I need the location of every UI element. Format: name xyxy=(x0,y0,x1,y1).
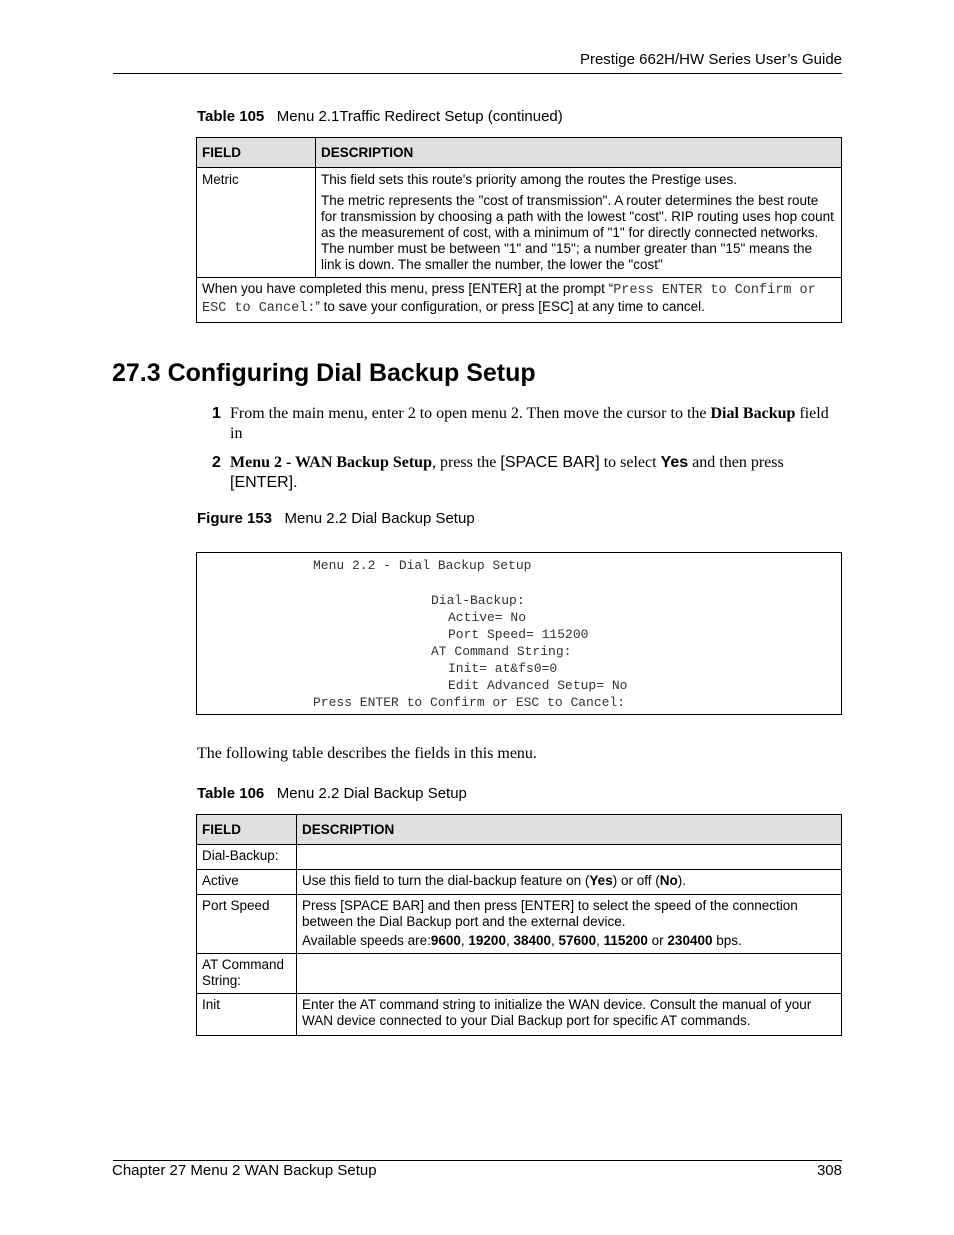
footer-note-prompt: Press ENTER to Confirm or ESC to Cancel: xyxy=(202,283,816,316)
description-cell xyxy=(297,870,842,895)
step-1-text-pre: From the main menu, enter 2 to open menu 2. Then move the cursor to the xyxy=(230,405,711,422)
speed-option: 230400 xyxy=(667,933,713,948)
field-cell: AT Command String: xyxy=(197,954,297,994)
table-row xyxy=(197,870,842,895)
field-cell: Port Speed xyxy=(197,895,297,954)
footer-rule xyxy=(113,1160,842,1161)
col-header-description: DESCRIPTION xyxy=(316,138,842,168)
step-2-text: to select xyxy=(599,454,661,471)
col-header-description: DESCRIPTION xyxy=(297,815,842,845)
table-106 xyxy=(196,814,842,1036)
step-number: 1 xyxy=(212,405,221,422)
speed-option: 19200 xyxy=(468,933,506,948)
table-106-label: Table 106 xyxy=(197,785,265,802)
metric-desc-1: This field sets this route's priority among the routes the Prestige uses. xyxy=(321,172,738,187)
footer-note-post: ” to save your configuration, or press [ESC] at any time to cancel. xyxy=(315,299,705,314)
step-2-key-space: [SPACE BAR] xyxy=(500,454,600,471)
figure-153-caption xyxy=(197,510,475,527)
speed-option: 115200 xyxy=(603,933,648,948)
col-header-field: FIELD xyxy=(197,815,297,845)
metric-desc-2: The metric represents the "cost of transmission". A router determines the best route for transmission by choosing a path with the lowest "cost". RIP routing uses hop count as the measurement of cost, with a minimum of "1" for directly connected networks. The number must be between "1" and "15"; a number greater than "15" means the link is down. The smaller the number, the lower the "cost" xyxy=(321,193,834,272)
field-cell: Init xyxy=(197,994,297,1036)
step-2-text: , press the xyxy=(431,454,501,471)
table-105-label: Table 105 xyxy=(197,108,265,125)
separator: , xyxy=(551,933,559,948)
step-2-bold: Menu 2 - WAN Backup Setup xyxy=(230,454,432,471)
description-cell xyxy=(297,895,842,954)
footer-chapter: Chapter 27 Menu 2 WAN Backup Setup xyxy=(112,1162,377,1179)
step-1 xyxy=(212,404,842,448)
step-2 xyxy=(212,453,842,497)
step-number: 2 xyxy=(212,454,221,471)
header-rule xyxy=(113,73,842,74)
field-cell: Dial-Backup: xyxy=(197,845,297,870)
figure-153-terminal xyxy=(196,552,842,715)
figure-153-label: Figure 153 xyxy=(197,510,273,527)
table-row xyxy=(197,845,842,870)
step-text xyxy=(230,404,840,444)
step-2-key-enter: [ENTER]. xyxy=(230,474,298,491)
speed-option: 9600 xyxy=(430,933,461,948)
guide-title: Prestige 662H/HW Series User’s Guide xyxy=(579,51,842,68)
footer-note-pre: When you have completed this menu, press [ENTER] at the prompt “ xyxy=(202,281,614,296)
speed-option: 57600 xyxy=(558,933,597,948)
step-1-text-post: field in xyxy=(230,405,829,442)
terminal-line: AT Command String: xyxy=(431,644,572,659)
table-106-title: Menu 2.2 Dial Backup Setup xyxy=(276,785,467,802)
table-row xyxy=(197,895,842,954)
description-cell xyxy=(297,845,842,870)
figure-153-title: Menu 2.2 Dial Backup Setup xyxy=(284,510,475,527)
terminal-line: Active= No xyxy=(448,610,527,625)
table-105-caption xyxy=(197,108,563,125)
description-cell: Enter the AT command string to initialize the WAN device. Consult the manual of your WAN device connected to your Dial Backup port for specific AT commands. xyxy=(297,994,842,1036)
section-title: 27.3 Configuring Dial Backup Setup xyxy=(112,359,536,387)
terminal-line-prompt: Press ENTER to Confirm or ESC to Cancel: xyxy=(313,695,626,710)
table-row xyxy=(197,954,842,994)
step-text xyxy=(230,453,840,493)
separator: , xyxy=(505,933,514,948)
terminal-line: Dial-Backup: xyxy=(431,593,525,608)
terminal-line: Port Speed= 115200 xyxy=(448,627,589,642)
step-2-text: and then press xyxy=(688,454,784,471)
active-desc-text: ) or off ( xyxy=(612,873,660,888)
active-yes: Yes xyxy=(589,873,613,888)
speed-unit: bps. xyxy=(712,933,742,948)
table-footer-note xyxy=(197,278,842,323)
description-cell xyxy=(316,168,842,278)
col-header-field: FIELD xyxy=(197,138,316,168)
table-row xyxy=(197,994,842,1036)
table-row xyxy=(197,168,842,278)
table-105-title: Menu 2.1Traffic Redirect Setup (continued) xyxy=(276,108,563,125)
active-no: No xyxy=(659,873,678,888)
field-cell: Active xyxy=(197,870,297,895)
port-speed-desc: Press [SPACE BAR] and then press [ENTER] to select the speed of the connection between the Dial Backup port and the external device. xyxy=(302,898,798,929)
table-105 xyxy=(196,137,842,323)
separator: , xyxy=(596,933,604,948)
terminal-line: Init= at&fs0=0 xyxy=(448,661,558,676)
speeds-label: Available speeds are: xyxy=(302,933,431,948)
table-106-caption xyxy=(197,785,467,802)
speed-option: 38400 xyxy=(513,933,552,948)
step-2-yes: Yes xyxy=(660,454,689,471)
terminal-line-title: Menu 2.2 - Dial Backup Setup xyxy=(313,558,532,573)
terminal-line: Edit Advanced Setup= No xyxy=(448,678,628,693)
description-cell xyxy=(297,954,842,994)
separator: or xyxy=(647,933,668,948)
active-desc-text: Use this field to turn the dial-backup feature on ( xyxy=(302,873,590,888)
body-text: The following table describes the fields in this menu. xyxy=(197,745,537,762)
field-cell: Metric xyxy=(197,168,316,278)
active-desc-text: ). xyxy=(677,873,686,888)
footer-page-number: 308 xyxy=(816,1162,842,1179)
separator: , xyxy=(460,933,469,948)
table-row xyxy=(197,278,842,323)
step-1-bold: Dial Backup xyxy=(710,405,796,422)
port-speed-options xyxy=(302,933,836,949)
